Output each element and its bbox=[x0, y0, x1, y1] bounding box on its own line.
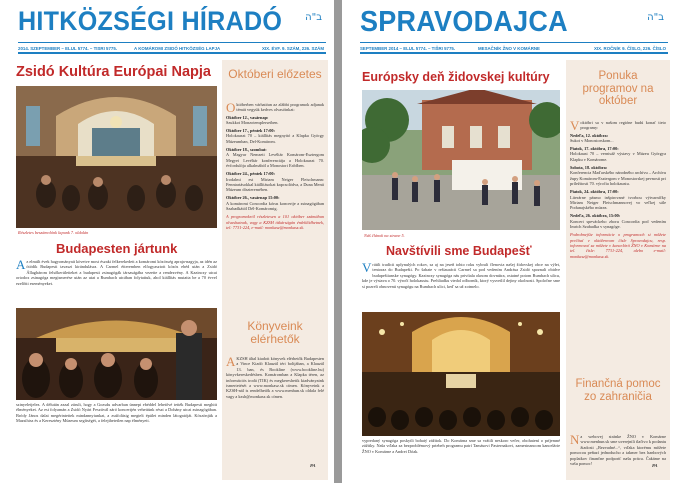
main-heading: Európsky deň židovskej kultúry bbox=[362, 70, 550, 84]
event-item: Sobota, 18. októbra: Konferencia Maďarského národného archívu – Archívu župy Komárom-Esztergom v Monostorskej pevnosti pri príležitosti 70. výročia holokaustu. bbox=[570, 165, 666, 186]
sidebar-heading-books: Könyveink elérhetők bbox=[247, 319, 303, 347]
synagogue-interior-photo bbox=[16, 86, 217, 228]
event-item: Október 12., vasárnap: Szukkot Monzotemplerseiben. bbox=[226, 114, 279, 125]
slovak-page bbox=[342, 0, 676, 483]
event-item: Október 18., szombat: A Magyar Nemzeti Levéltár Komárom-Esztergom Megyei Levéltár konferenciája a Holokauszt 70. évfordulója alkalmából a Monostori Erődben. bbox=[226, 147, 324, 168]
drop-cap: V bbox=[362, 262, 372, 275]
sidebar bbox=[222, 60, 328, 480]
publisher-line: MESAČNÍK ŽNO V KOMÁRNE bbox=[478, 46, 540, 51]
masthead-hebrew-mark: ב"ה bbox=[305, 12, 322, 23]
event-item: Piatok, 17. októbra, 17:00: Holokaust 70 – vernisáž výstavy v Múzeu Györgya Klapku v Komárome. bbox=[570, 146, 666, 162]
event-item: Nedeľa, 26. októbra, 15:00: Koncert speváckeho zboru Concordia pod vedením Imrich Szabadka v synagóge. bbox=[570, 213, 666, 230]
page-gutter bbox=[334, 0, 342, 483]
issue-infobar bbox=[360, 42, 668, 54]
masthead bbox=[360, 6, 664, 44]
section-heading-budapest: Budapesten jártunk bbox=[56, 241, 178, 256]
courtyard-event-photo bbox=[362, 90, 560, 230]
events-list bbox=[570, 120, 666, 374]
publisher-line: A KOMÁROMI ZSIDÓ HITKÖZSÉG LAPJA bbox=[134, 46, 221, 51]
sidebar-heading: Ponuka programov na október bbox=[582, 70, 654, 108]
concert-photo bbox=[16, 308, 217, 400]
section-heading-budapest: Navštívili sme Budapešť bbox=[386, 244, 532, 258]
issue-date: SEPTEMBER 2014 – ELUL 5774. – TIŠRI 5775. bbox=[360, 46, 456, 51]
masthead bbox=[18, 6, 322, 44]
issue-number: XIX. ROČNÍK 9. ČÍSLO, 226. ČÍSLO bbox=[594, 46, 666, 51]
issue-number: XIX. ÉVF. 9. SZÁM, 226. SZÁM bbox=[262, 46, 324, 51]
end-mark: PA bbox=[652, 463, 658, 468]
sidebar-heading-aid: Finančná pomoc zo zahraničia bbox=[575, 378, 661, 403]
photo-caption: Részletes beszámolónk lapunk 7. oldalán bbox=[18, 230, 89, 235]
budapest-article-text-1: Az elmúlt évek hagyományait követve most északi felkerekedett a komáromi közösség apraja-nagyja, az idén az ötödik Budapesti tavaszi kirándulásra. A Carmel étteremben elfogyasztott közös ebéd után a Zsidó Állaghárom felsőkerületieket a budapesti zsinagógák társaságába vezette a rendezvény. A Kazinczy utcai ortodox zsinagóga megismerése után az utat a Rumbach utcában folytattuk, ahol kiállítás mutatta be a 70 évvel ezelőtti eseményeket. bbox=[16, 259, 217, 286]
event-item: Október 17., péntek 17:00: Holokauszt 70 – kiállítás megnyitó a Klapka György Múzeumban, Del-Komárom. bbox=[226, 128, 324, 144]
masthead-title: HITKÖZSÉGI HÍRADÓ bbox=[18, 6, 283, 36]
event-item: Október 24., péntek 17:00: Irodalmi est Miriam Neiger Fleischmann: Fenntartásokkal kiállításokat kapcsolódva, a Duna Menti Múzeum díszteremében. bbox=[226, 171, 324, 193]
event-item: Október 26., vasárnap 15:00: A komáromi Concordia kórus koncertje a zsinagógában Szabadkától Dél-Komáromig. bbox=[226, 195, 324, 212]
main-heading: Zsidó Kultúra Európai Napja bbox=[16, 64, 211, 80]
synagogue-concert-photo bbox=[362, 312, 560, 436]
events-intro: Októberben várhatóan az alábbi programok adjanak témát vegyük kedves olvasóinkat: bbox=[226, 102, 324, 115]
drop-cap: A bbox=[16, 259, 26, 272]
issue-date: 2014. SZEPTEMBER – ELUL 5774. – TISRI 5775. bbox=[18, 46, 117, 51]
sidebar-note: A programokról részletesen a 101 október számában olvashatnak, vagy a KZSH titkárságán érdeklődhetnek, tel: 7731-224, e-mail: monkasz@monkasz.sk. bbox=[226, 214, 324, 230]
budapest-article-text-2: vypredaný synagóga poskytli bohatý zážitok. Do Komárna sme sa vrátili neskoro večer, obohatení o príjemné zážitky. Naša vďaka za bezproblémový priebeh programu patrí Tamásovi Pasternakovi, zamestnancom kancelárie ŽNO v Komárne a Andrei Dóak. bbox=[362, 438, 560, 454]
sidebar bbox=[566, 60, 670, 480]
photo-caption: Náš článok na strane 5. bbox=[364, 233, 405, 238]
masthead-title: SPRAVODAJCA bbox=[360, 6, 568, 38]
budapest-article-text-1: Vrátili tradícii uplynulých rokov, sa aj na jeseň tohto roku vybrali členovia našej židovskej obce na výlet, tentoraz do Budapešti. Po šabate v reštaurácii Carmel sa pod vedením Andrása Zsidó spoznali obidve budapeštianske synagógy. Kazinczy synagóga nás privítala oknom dovnútra, ostatné potom Rumbach ulicu, kde je výstava o 70. výročí holokaustu. Prehliadku viedol odborník, ktorý vysvetlil dejiny okolnosti. Spoločne sme si pozreli obnovenú synagógu na Rumbach ulici, keď sa už zotmelo. bbox=[362, 262, 560, 289]
books-text: AKZSH által kiadott könyvek elérhetők Budapesten a Vince Kiadó Klauzál téri boltjában, a Klauzál 13. ban, és Bookline (www.bookline.hu) könyvkereskedésben. Komáromban a Klapka téren, az információs irodá (TIK) és megkereshetik kiadványaink ismertetését a www.monkasz.sk címen. Könyveink a KZSH-nál is rendelhetők a www.menhun.sk oldala felé vagy a kzsh@monkasz.sk címen. bbox=[226, 356, 324, 399]
issue-infobar bbox=[18, 42, 326, 54]
budapest-article-text-2: szinyeletjelez. A délután azzal zárult, hogy a Gozsdu udvarban ünnepi ebéddel lehetővé tették Budapesti meghitt élményeket. Az est folyamán a Zsidó Nyári Fesztivál záró koncertjén vehettünk részt a Dohány utcai zsinagógában. Bródy János dalai megérintettek mindannyiunkat, a zsúfolásig megtelt épület minden látogatóját. Köszönjük a Mazsihisz és a Keresztény Múzeum segítségét, a felejthetetlen nap élményeit. bbox=[16, 402, 217, 424]
masthead-hebrew-mark: ב"ה bbox=[647, 12, 664, 23]
sidebar-note: Podrobnejšie informácie o programoch si môžete prečítať v októbrovom čísle Spravodajcu, resp. informovať sa môžete v kancelárii ŽNO v Komárne na tel. čísle: 7731-224, alebo e-mail: monkasz@monkasz.sk. bbox=[570, 232, 666, 259]
events-list bbox=[226, 102, 324, 312]
events-intro: Voktóbri sa v našom regióne budú konať tieto programy: bbox=[570, 120, 666, 133]
hungarian-page bbox=[0, 0, 334, 483]
sidebar-heading: Októberi előzetes bbox=[228, 67, 322, 81]
end-mark: PA bbox=[310, 463, 316, 468]
aid-text: Na webovej stránke ŽNO v Komárne www.menhun.sk sme uverejnili tlačivo k podaniu žiadosti „Bezvadné...“, vďaka ktorému môžete pomocou peňazí jednoducho a takmer bez hanbových poplatkov finančne podporiť našu prácu. Čakáme na vašu pomoc! bbox=[570, 434, 666, 467]
event-item: Nedeľa, 12. októbra: Sukot v Monostorskom... bbox=[570, 132, 614, 143]
event-item: Piatok, 24. októbra, 17:00: Literárne pásmo inšpirované tvorbou výtvarníčky Miriam Neiger Fleischmannovej vo veľkej sále Podunajského múzea. bbox=[570, 189, 666, 211]
